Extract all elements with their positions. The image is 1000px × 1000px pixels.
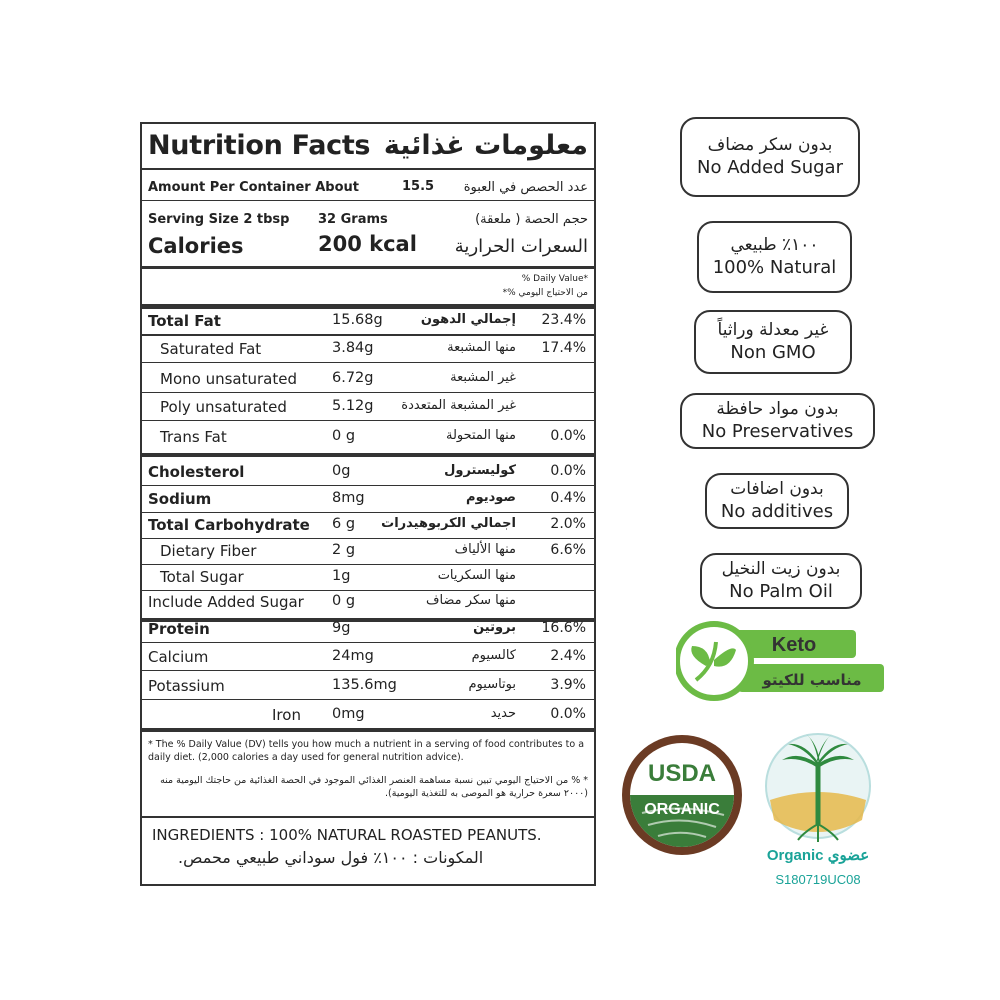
nutrient-amount: 3.84g (332, 340, 374, 356)
keto-label: Keto (771, 634, 817, 656)
footnote-en: * The % Daily Value (DV) tells you how much a nutrient in a serving of food contributes to a daily diet. (2,000 calories a day used for general nutrition advice). (148, 739, 585, 763)
serving-size-value: 32 Grams (318, 212, 388, 227)
row-divider (142, 453, 594, 457)
nutrient-daily-value: 0.0% (550, 428, 586, 444)
badge-ar: غير معدلة وراثياً (717, 320, 829, 340)
nutrient-name: Sodium (148, 490, 212, 508)
nutrient-name: Total Carbohydrate (148, 516, 310, 534)
daily-value-note-ar: من الاحتياج اليومي %* (502, 288, 588, 298)
nutrient-name: Calcium (148, 648, 209, 666)
nutrient-daily-value: 2.4% (550, 648, 586, 664)
nutrient-daily-value: 0.0% (550, 463, 586, 479)
title-ar: معلومات غذائية (383, 130, 588, 161)
nutrient-name: Trans Fat (160, 428, 227, 446)
nutrient-name-ar: بروتين (473, 620, 516, 635)
nutrient-name-ar: اجمالي الكربوهيدرات (381, 516, 516, 531)
usda-organic-seal (620, 733, 744, 857)
nutrient-name-ar: منها سكر مضاف (425, 593, 516, 608)
nutrient-name: Dietary Fiber (160, 542, 257, 560)
nutrient-name: Total Sugar (160, 568, 244, 586)
divider-thick (142, 304, 594, 309)
nutrient-name: Potassium (148, 677, 225, 695)
servings-label: Amount Per Container About (148, 180, 360, 195)
divider (142, 816, 594, 818)
nutrient-name: Mono unsaturated (160, 370, 297, 388)
nutrient-amount: 6.72g (332, 370, 374, 386)
nutrient-daily-value: 2.0% (550, 516, 586, 532)
nutrient-name: Iron (272, 706, 301, 724)
badge-en: No additives (720, 501, 834, 522)
row-divider (142, 670, 594, 671)
nutrient-name: Include Added Sugar (148, 593, 304, 611)
badge-en: No Added Sugar (697, 157, 843, 178)
row-divider (142, 699, 594, 700)
nutrient-name-ar: كوليسترول (444, 463, 516, 478)
nutrient-name-ar: بوتاسيوم (468, 677, 516, 692)
nutrient-name: Protein (148, 620, 210, 638)
nutrient-amount: 1g (332, 568, 351, 584)
row-divider (142, 420, 594, 421)
nutrient-name-ar: منها المتحولة (445, 428, 516, 443)
nutrient-amount: 0 g (332, 428, 356, 444)
row-divider (142, 564, 594, 565)
badge-no-additives (705, 473, 849, 529)
ingredients-en: INGREDIENTS : 100% NATURAL ROASTED PEANUTS. (152, 826, 542, 844)
serving-size-ar: حجم الحصة ( ملعقة) (475, 212, 588, 227)
nutrient-amount: 24mg (332, 648, 374, 664)
badge-no-preservatives (680, 393, 875, 449)
badge-ar: بدون زيت النخيل (721, 559, 841, 579)
nutrient-name-ar: غير المشبعة (450, 370, 516, 385)
nutrient-name: Cholesterol (148, 463, 245, 481)
servings-label-ar: عدد الحصص في العبوة (463, 180, 588, 195)
nutrient-name-ar: منها المشبعة (447, 340, 516, 355)
organic-label-en: Organic عضوي (766, 847, 870, 864)
row-divider (142, 362, 594, 363)
keto-label-ar: مناسب للكيتو (762, 671, 862, 689)
nutrient-amount: 0g (332, 463, 351, 479)
badge-no-palm-oil (700, 553, 862, 609)
badge-ar: بدون مواد حافظة (716, 399, 839, 419)
calories-value: 200 kcal (318, 232, 417, 256)
nutrient-amount: 15.68g (332, 312, 383, 328)
organic-certification-logo (748, 724, 888, 890)
nutrient-name: Saturated Fat (160, 340, 262, 358)
title-en: Nutrition Facts (148, 130, 371, 161)
divider-thick (142, 728, 594, 732)
row-divider (142, 512, 594, 513)
nutrient-amount: 5.12g (332, 398, 374, 414)
usda-label: USDA (647, 760, 717, 787)
servings-value: 15.5 (402, 179, 435, 194)
nutrient-name: Total Fat (148, 312, 221, 330)
divider-thick (142, 266, 594, 269)
nutrient-name-ar: صوديوم (466, 490, 516, 505)
nutrient-name-ar: كالسيوم (471, 648, 516, 663)
badge-en: 100% Natural (712, 257, 837, 278)
nutrient-amount: 6 g (332, 516, 356, 532)
nutrient-amount: 9g (332, 620, 351, 636)
nutrient-name-ar: إجمالي الدهون (420, 312, 516, 327)
nutrient-daily-value: 17.4% (541, 340, 586, 356)
daily-value-note: % Daily Value* (521, 274, 588, 284)
nutrient-amount: 0 g (332, 593, 356, 609)
badge-ar: بدون سكر مضاف (707, 135, 833, 155)
calories-label: Calories (148, 234, 244, 258)
divider (142, 168, 594, 170)
divider (142, 200, 594, 201)
nutrient-amount: 8mg (332, 490, 365, 506)
badge-non-gmo (694, 310, 852, 374)
badge-en: Non GMO (730, 342, 816, 363)
footnote-ar: * % من الاحتياج اليومي تبين نسبة مساهمة العنصر الغذائي الموجود في الحصة الغذائية من حاجتك اليومية منه (٢٠٠٠ سعرة حرارية هو الموصى به للتغذية اليومية). (160, 775, 588, 799)
badge-no-added-sugar (680, 117, 860, 197)
row-divider (142, 334, 594, 336)
nutrient-name-ar: منها السكريات (437, 568, 516, 583)
badge-ar: بدون اضافات (730, 479, 824, 499)
nutrient-name-ar: حديد (490, 706, 516, 721)
nutrient-daily-value: 0.4% (550, 490, 586, 506)
nutrient-name-ar: غير المشبعة المتعددة (401, 398, 516, 413)
badge-ar: ١٠٠٪ طبيعي (730, 235, 819, 255)
badge-en: No Palm Oil (729, 581, 833, 602)
serving-size-label: Serving Size 2 tbsp (148, 212, 290, 227)
certification-code: S180719UC08 (775, 872, 861, 887)
nutrient-amount: 0mg (332, 706, 365, 722)
row-divider (142, 392, 594, 393)
nutrient-daily-value: 23.4% (541, 312, 586, 328)
calories-ar: السعرات الحرارية (454, 236, 588, 257)
nutrient-name: Poly unsaturated (160, 398, 287, 416)
nutrient-name-ar: منها الألياف (454, 542, 516, 557)
nutrient-daily-value: 6.6% (550, 542, 586, 558)
nutrient-amount: 2 g (332, 542, 356, 558)
keto-badge (676, 620, 884, 702)
nutrient-daily-value: 3.9% (550, 677, 586, 693)
row-divider (142, 642, 594, 643)
nutrient-amount: 135.6mg (332, 677, 397, 693)
nutrient-daily-value: 16.6% (541, 620, 586, 636)
ingredients-ar: المكونات : ١٠٠٪ فول سوداني طبيعي محمص. (178, 848, 484, 867)
row-divider (142, 590, 594, 591)
organic-label: ORGANIC (644, 801, 720, 818)
nutrition-facts-panel (140, 122, 596, 886)
badge-100-natural (697, 221, 852, 293)
row-divider (142, 538, 594, 539)
nutrient-daily-value: 0.0% (550, 706, 586, 722)
row-divider (142, 485, 594, 486)
badge-en: No Preservatives (701, 421, 854, 442)
